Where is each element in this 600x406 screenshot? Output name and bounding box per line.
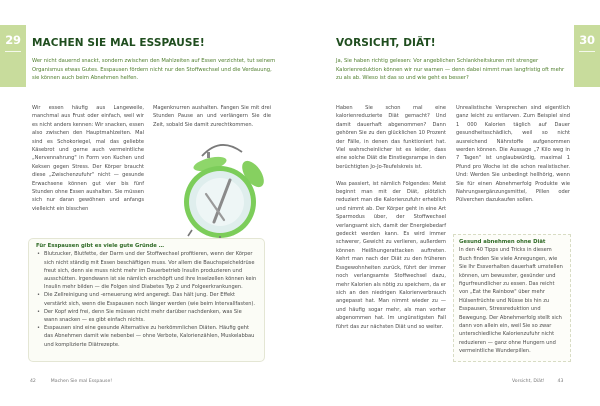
tab-rule <box>579 51 595 52</box>
tab-number: 30 <box>579 33 595 47</box>
right-page <box>300 0 600 406</box>
intro-text: Wer nicht dauernd snackt, sondern zwischen den Mahlzeiten auf Essen verzichtet, tut seinem Organismus etwas Gutes. Esspausen fördern nicht nur den Stoffwechsel und die Verdauung, sie können auch beim Abnehmen helfen. <box>32 58 276 82</box>
list-item: • Der Kopf wird frei, denn Sie müssen nicht mehr darüber nachdenken, was Sie wann snacken — es gibt einfach nichts. <box>36 308 257 324</box>
chapter-tab-30 <box>574 25 600 87</box>
alarm-clock-plate-image <box>180 138 300 238</box>
reasons-info-box <box>28 238 265 362</box>
chapter-tab-29 <box>0 25 26 87</box>
body-column-2: Magenknurren aushalten. Fangen Sie mit drei Stunden Pause an und verlängern Sie die Zeit, sobald Sie damit zurechtkommen. <box>153 105 271 128</box>
body-column-2: Unrealistische Versprechen sind eigentlich ganz leicht zu entlarven. Zum Beispiel sind 1 000 Kalorien täglich auf Dauer gesundheitsschädlich, weil so nicht ausreichend Nährstoffe aufgenommen werden können. Die Aussage „7 Kilo weg in 7 Tagen" ist unglaubwürdig, maximal 1 Pfund pro Woche ist die schon realistischer. Und: Werden Sie unbedingt hellhörig, wenn Sie für einen Abnehmerfolg Produkte wie Nahrungsergänzungsmittel, Pillen oder Pülverchen dazukaufen sollen. <box>456 105 570 204</box>
running-title: Machen Sie mal Esspause! <box>50 379 113 384</box>
body-column-1: Wir essen häufig aus Langeweile, manchmal aus Frust oder einfach, weil wir es nicht anders kennen: Wir snacken, essen also zwischen den Hauptmahlzeiten. Mal sind es Schokoriegel, mal das geliebte Käsebrot und gerne auch vermeintliche „Nervennahrung" in Form von Kuchen und Keksen gegen Stress. Der Körper braucht diese „Zwischenzufuhr" nicht — gesunde Erwachsene können gut vier bis fünf Stunden ohne Essen aushalten. Sie müssen sich nur daran gewöhnen und anfangs vielleicht ein bisschen <box>32 105 144 212</box>
list-item: • Esspausen sind eine gesunde Alternative zu herkömmlichen Diäten. Häufig geht das Abnehmen damit wie nebenbei — ohne Verbote, Kalorienzählen, Muskelabbau und komplizierte Diätrezepte. <box>36 324 257 349</box>
body-column-1 <box>336 104 446 331</box>
footer-right <box>512 379 563 384</box>
page-heading: MACHEN SIE MAL ESSPAUSE! <box>32 37 205 49</box>
page-number: 43 <box>557 379 564 384</box>
footer-left <box>30 379 112 384</box>
list-item: • Die Zellreinigung und -erneuerung wird angeregt. Das hält jung. Der Effekt verstärkt sich, wenn die Esspausen noch länger werden (wie beim Intervallfasten). <box>36 291 257 307</box>
tip-info-box <box>453 234 571 362</box>
intro-text: Ja, Sie haben richtig gelesen: Vor angeblichen Schlankheitskuren mit strenger Kalorienreduktion können wir nur warnen — denn dabei nimmt man langfristig oft mehr zu als ab. Wieso ist das so und wie geht es besser? <box>336 58 565 82</box>
box-text: In den 40 Tipps und Tricks in diesem Buch finden Sie viele Anregungen, wie Sie Ihr Essverhalten dauerhaft umstellen können, um bewusster, gesünder und figurfreundlicher zu essen. Das reicht von „Eat the Rainbow" über mehr Hülsenfrüchte und Nüsse bis hin zu Esspausen, Stressreduktion und Bewegung. Der Abnehmerfolg stellt sich dann von allein ein, weil Sie so zwar unterschiedliche Kalorienzufuhr nicht reduzieren — ganz ohne Hungern und vermeintliche Wunderpillen. <box>459 247 563 355</box>
reasons-list <box>36 250 257 348</box>
running-title: Vorsicht, Diät! <box>512 379 545 384</box>
tab-rule <box>5 51 21 52</box>
box-title: Für Esspausen gibt es viele gute Gründe … <box>36 243 165 249</box>
paragraph: Was passiert, ist nämlich Folgendes: Meist beginnt man mit der Diät, plötzlich reduziert man die Kalorienzufuhr erheblich und nimmt ab. Der Körper geht in eine Art Sparmodus über, der Stoffwechsel verlangsamt sich, damit der Energiebedarf gedeckt werden kann. Es wird immer schwerer, Gewicht zu verlieren, außerdem können Heißhungerattacken auftreten. Kehrt man nach der Diät zu den früheren Essgewohnheiten zurück, führt der immer noch verlangsamte Stoffwechsel dazu, mehr Kalorien als nötig zu speichern, da er sich an den niedrigen Kalorienverbrauch angepasst hat. Man nimmt wieder zu — und häufig sogar mehr, als man vorher abgenommen hat. Im ungünstigsten Fall führt das zur nächsten Diät und so weiter. <box>336 180 446 330</box>
tab-number: 29 <box>5 33 21 47</box>
paragraph: Haben Sie schon mal eine kalorienreduzierte Diät gemacht? Und damit dauerhaft abgenommen? Dann gehören Sie zu den glücklichen 10 Prozent der Fälle, in denen das funktioniert hat. Viel wahrscheinlicher ist es leider, dass eine solche Diät die Einstiegsrampe in den berüchtigten Jo-Jo-Teufelskreis ist. <box>336 105 446 170</box>
box-title: Gesund abnehmen ohne Diät <box>459 239 546 245</box>
page-number: 42 <box>30 379 36 384</box>
list-item: • Blutzucker, Blutfette, der Darm und der Stoffwechsel profitieren, wenn der Körper sich nicht ständig mit Essen beschäftigen muss. Vor allem die Bauchspeicheldrüse freut sich, denn sie muss nicht mehr im Dauerbetrieb Insulin produzieren und ausschütten. Irgendwann ist sie nämlich erschöpft und ihre Inselzellen können kein Insulin mehr bilden — die Folgen sind Diabetes Typ 2 und Folgeerkrankungen. <box>36 250 257 291</box>
page-heading: VORSICHT, DIÄT! <box>336 37 436 49</box>
